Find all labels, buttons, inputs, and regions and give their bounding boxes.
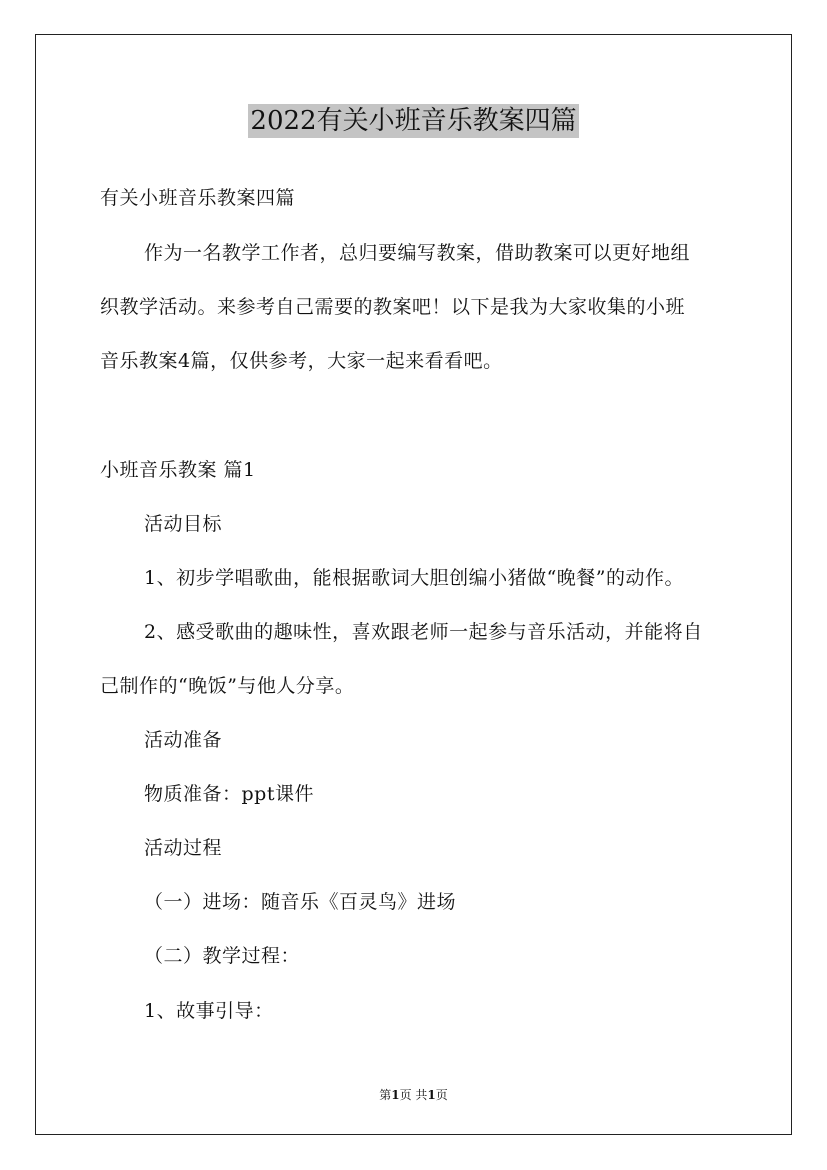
footer-suffix: 页 (435, 1088, 448, 1102)
paragraph-line: （二）教学过程： (144, 945, 301, 967)
paragraph-line: 1、初步学唱歌曲，能根据歌词大胆创编小猪做“晚餐”的动作。 (144, 567, 685, 589)
footer-page-total: 1 (427, 1088, 436, 1102)
page-footer (0, 1086, 827, 1103)
document-title-block (0, 100, 827, 137)
subtitle: 有关小班音乐教案四篇 (100, 187, 296, 209)
footer-mid: 页 共 (399, 1088, 428, 1102)
paragraph-line: 音乐教案4篇，仅供参考，大家一起来看看吧。 (100, 350, 503, 372)
paragraph-line: 1、故事引导： (144, 1000, 274, 1022)
paragraph-line: 物质准备：ppt课件 (144, 783, 314, 805)
footer-page-number: 1 (391, 1088, 400, 1102)
section-heading: 小班音乐教案 篇1 (100, 459, 256, 481)
subheading: 活动准备 (144, 729, 223, 751)
paragraph-line: 己制作的“晚饭”与他人分享。 (100, 675, 355, 697)
paragraph-line: 织教学活动。来参考自己需要的教案吧！以下是我为大家收集的小班 (100, 296, 686, 318)
subheading: 活动过程 (144, 837, 223, 859)
paragraph-line: 2、感受歌曲的趣味性，喜欢跟老师一起参与音乐活动，并能将自 (144, 621, 703, 643)
paragraph-line: 作为一名教学工作者，总归要编写教案，借助教案可以更好地组 (144, 242, 691, 264)
document-title: 2022有关小班音乐教案四篇 (250, 106, 577, 136)
paragraph-line: （一）进场：随音乐《百灵鸟》进场 (144, 891, 457, 913)
footer-prefix: 第 (379, 1088, 392, 1102)
subheading: 活动目标 (144, 513, 223, 535)
